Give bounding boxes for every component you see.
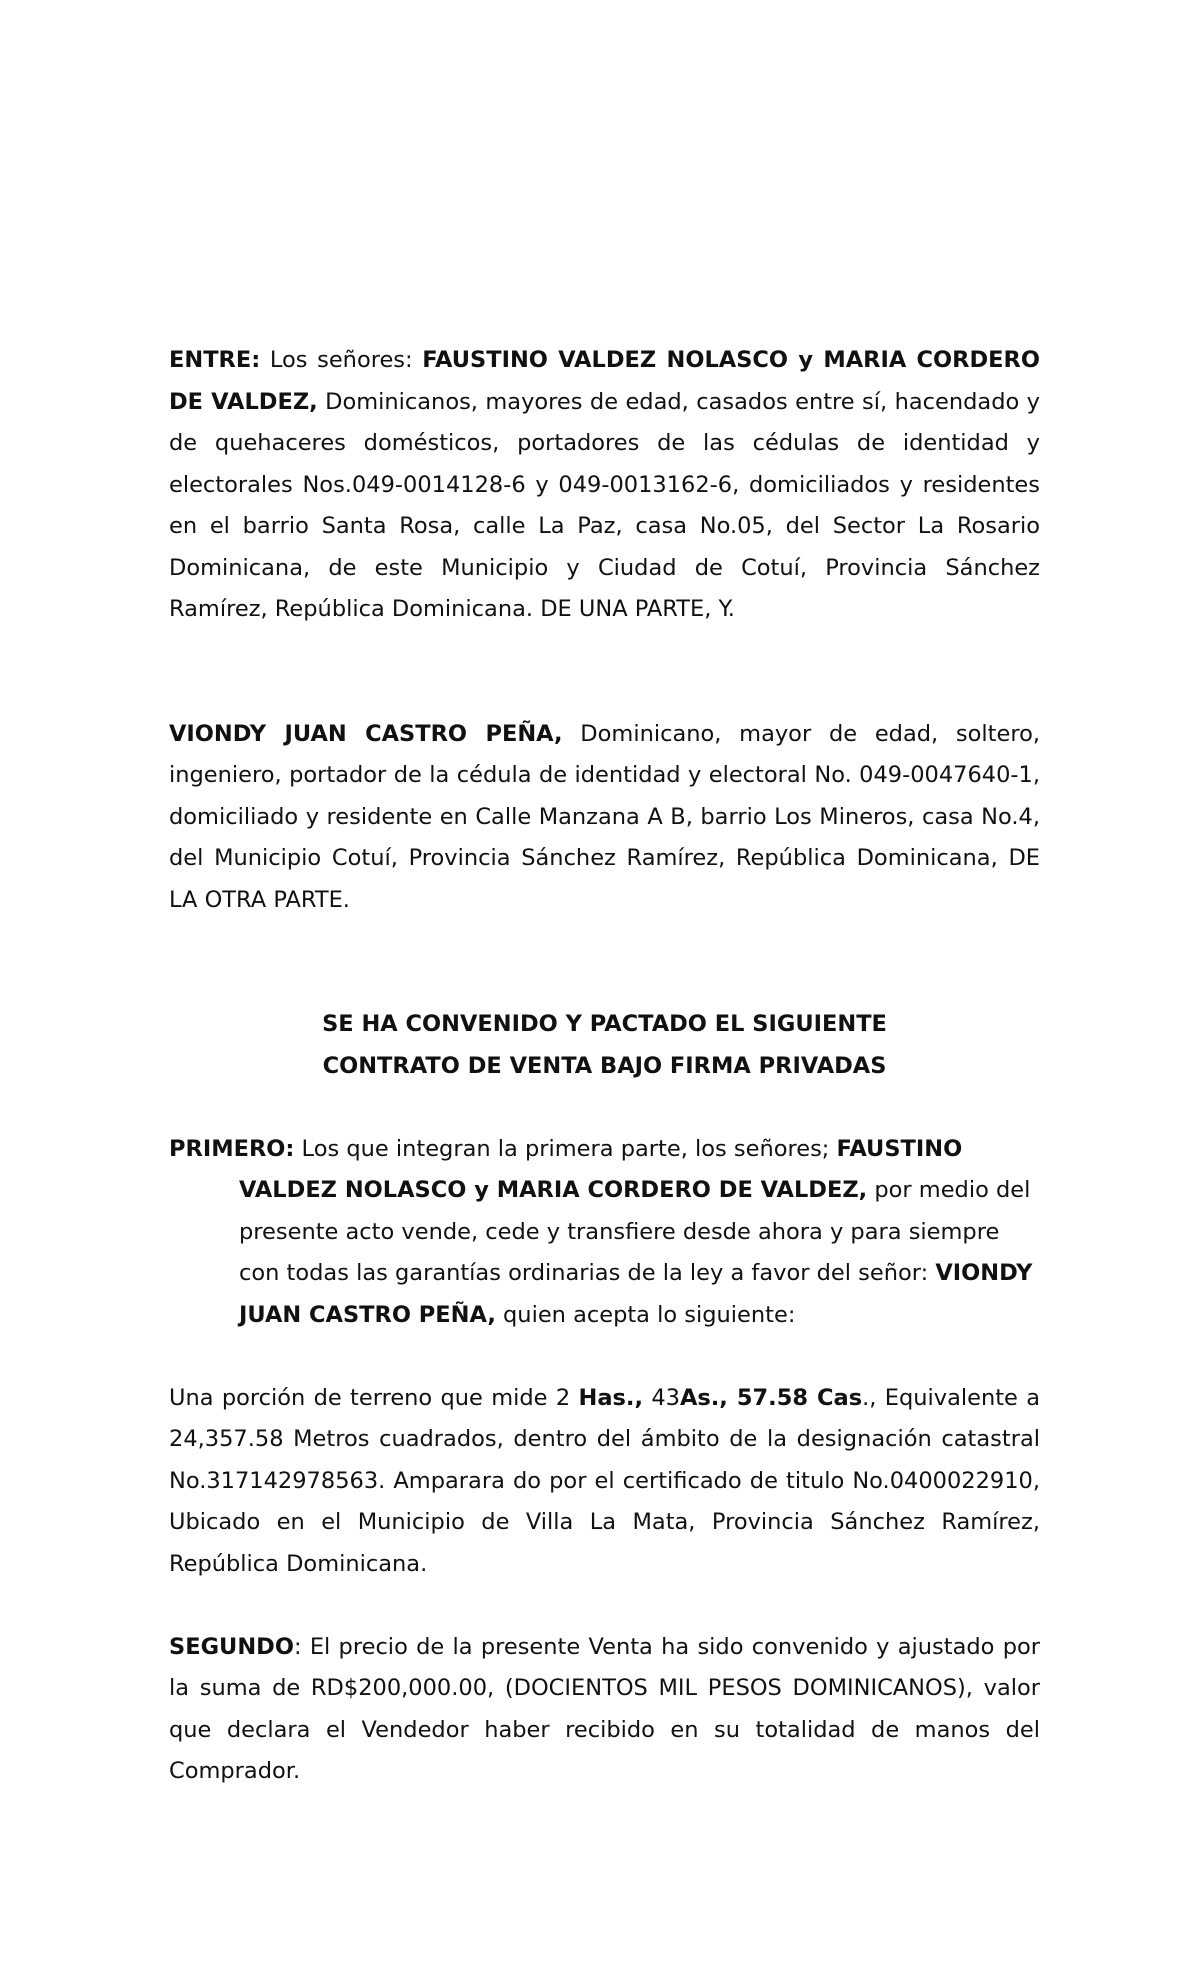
paragraph-parties-second [169, 714, 1040, 922]
heading-line-2: CONTRATO DE VENTA BAJO FIRMA PRIVADAS [322, 1052, 887, 1079]
heading-line-1: SE HA CONVENIDO Y PACTADO EL SIGUIENTE [322, 1011, 887, 1037]
area-ares-centiares: As., 57.58 Cas [679, 1384, 863, 1411]
text-run: : El precio de la presente Venta ha sido convenido y ajustado por la suma de RD$200,000.00, (DOCIENTOS MIL PESOS DOMINICANOS), valor que declara el Vendedor haber recibido en su totalidad de manos del Comprador. [169, 1633, 1040, 1784]
contract-heading [169, 1004, 1040, 1087]
sellers-names: FAUSTINO VALDEZ NOLASCO y MARIA CORDERO DE VALDEZ, [239, 1135, 963, 1203]
spacer [169, 631, 1040, 714]
text-run: por medio del presente acto vende, cede y transfiere desde ahora y para siempre con todas las garantías ordinarias de la ley a favor del señor: [239, 1177, 1031, 1286]
buyer-name: VIONDY JUAN CASTRO PEÑA, [239, 1260, 1033, 1328]
clause-primero [169, 1129, 1040, 1337]
text-run: Dominicano, mayor de edad, soltero, ingeniero, portador de la cédula de identidad y electoral No. 049-0047640-1, domiciliado y residente en Calle Manzana A B, barrio Los Mineros, casa No.4, del Municipio Cotuí, Provincia Sánchez Ramírez, República Dominicana, DE LA OTRA PARTE. [169, 720, 1040, 913]
text-run: 43 [643, 1384, 680, 1411]
label-entre: ENTRE: [169, 347, 261, 373]
spacer [169, 1585, 1040, 1627]
party-two-name: VIONDY JUAN CASTRO PEÑA, [169, 720, 563, 747]
label-primero: PRIMERO: [169, 1135, 295, 1162]
paragraph-land-description [169, 1378, 1040, 1586]
spacer [169, 1336, 1040, 1378]
text-run: Los que integran la primera parte, los señores; [294, 1135, 837, 1162]
spacer [169, 921, 1040, 1004]
spacer [169, 1087, 1040, 1129]
text-run: Una porción de terreno que mide 2 [169, 1384, 579, 1411]
area-hectares: Has., [578, 1384, 643, 1411]
clause-segundo [169, 1627, 1040, 1793]
text-run: Dominicanos, mayores de edad, casados entre sí, hacendado y de quehaceres domésticos, portadores de las cédulas de identidad y electorales Nos.049-0014128-6 y 049-0013162-6, domiciliados y residentes en el barrio Santa Rosa, calle La Paz, casa No.05, del Sector La Rosario Dominicana, de este Municipio y Ciudad de Cotuí, Provincia Sánchez Ramírez, República Dominicana. DE UNA PARTE, Y. [169, 388, 1040, 622]
document-body [169, 340, 1040, 1793]
text-run: ., Equivalente a 24,357.58 Metros cuadrados, dentro del ámbito de la designación catastral No.317142978563. Amparara do por el certificado de titulo No.0400022910, Ubicado en el Municipio de Villa La Mata, Provincia Sánchez Ramírez, República Dominicana. [169, 1384, 1040, 1577]
text-run: quien acepta lo siguiente: [495, 1301, 796, 1328]
paragraph-parties-first [169, 340, 1040, 631]
party-one-names: FAUSTINO VALDEZ NOLASCO y MARIA CORDERO DE VALDEZ, [169, 347, 1040, 415]
text-run: Los señores: [260, 347, 423, 373]
label-segundo: SEGUNDO [169, 1633, 294, 1660]
